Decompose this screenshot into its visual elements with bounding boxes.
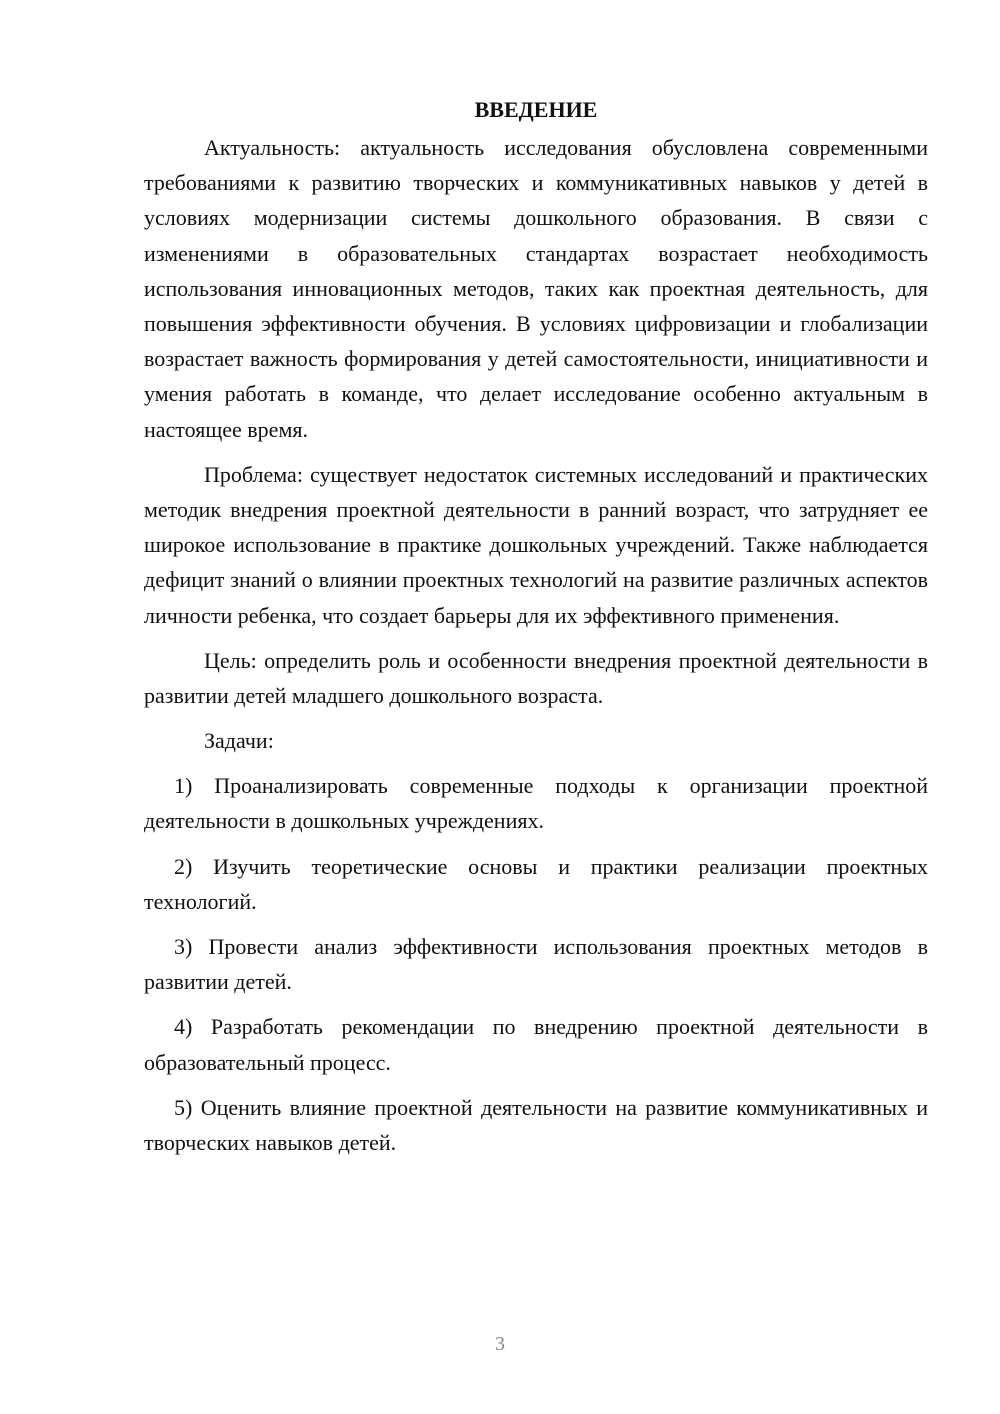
document-page [144,92,928,1170]
task-item-4: 4) Разработать рекомендации по внедрению проектной деятельности в образовательный процесс. [144,1014,928,1075]
task-item-1: 1) Проанализировать современные подходы к организации проектной деятельности в дошкольных учреждениях. [144,773,928,834]
tasks-label: Задачи: [204,728,274,754]
task-item-3: 3) Провести анализ эффективности использования проектных методов в развитии детей. [144,934,928,995]
goal-paragraph: Цель: определить роль и особенности внедрения проектной деятельности в развитии детей младшего дошкольного возраста. [144,647,928,709]
problem-paragraph: Проблема: существует недостаток системных исследований и практических методик внедрения проектной деятельности в ранний возраст, что затрудняет ее широкое использование в практике дошкольных учреждений. Также наблюдается дефицит знаний о влиянии проектных технологий на развитие различных аспектов личности ребенка, что создает барьеры для их эффективного применения. [144,461,928,628]
section-heading: ВВЕДЕНИЕ [474,97,598,122]
page-number: 3 [495,1333,505,1355]
relevance-paragraph: Актуальность: актуальность исследования обусловлена современными требованиями к развитию творческих и коммуникативных навыков у детей в условиях модернизации системы дошкольного образования. В связи с изменениями в образовательных стандартах возрастает необходимость использования инновационных методов, таких как проектная деятельность, для повышения эффективности обучения. В условиях цифровизации и глобализации возрастает важность формирования у детей самостоятельности, инициативности и умения работать в команде, что делает исследование особенно актуальным в настоящее время. [144,135,928,442]
task-item-5: 5) Оценить влияние проектной деятельности на развитие коммуникативных и творческих навыков детей. [144,1094,928,1156]
task-item-2: 2) Изучить теоретические основы и практики реализации проектных технологий. [144,853,928,914]
